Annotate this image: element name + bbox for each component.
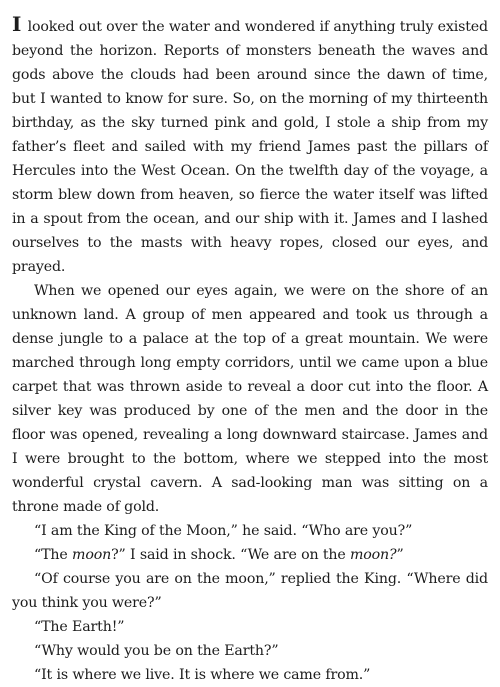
dialogue-shock-emphasis: moon?	[349, 547, 397, 563]
paragraph-voyage-text: looked out over the water and wondered if anything truly existed beyond the horizon. Reports of monsters beneath the waves and gods above the clouds had been around since the dawn of time, but I wanted to know for sure. So, on the morning of my thirteenth birthday, as the sky turned pink and gold, I stole a ship from my father’s fleet and sailed with my friend James past the pillars of Hercules into the West Ocean. On the twelfth day of the voyage, a storm blew down from heaven, so fierce the water itself was lifted in a spout from the ocean, and our ship with it. James and I lashed ourselves to the masts with heavy ropes, closed our eyes, and prayed.	[12, 19, 488, 275]
dialogue-shock-part: “The	[34, 547, 73, 563]
dialogue-king-intro: “I am the King of the Moon,” he said. “Who are you?”	[34, 523, 413, 539]
dialogue-shock-part: ?” I said in shock. “We are on the	[111, 547, 350, 563]
dialogue-shock	[12, 543, 488, 567]
story-page	[12, 14, 488, 687]
dialogue-shock-emphasis: moon	[72, 547, 112, 563]
dialogue-shock-part: ”	[396, 547, 404, 563]
dialogue-earth: “The Earth!”	[34, 619, 125, 635]
paragraph-arrival: When we opened our eyes again, we were on the shore of an unknown land. A group of men appeared and took us through a dense jungle to a palace at the top of a great mountain. We were marched through long empty corridors, until we came upon a blue carpet that was thrown aside to reveal a door cut into the floor. A silver key was produced by one of the men and the door in the floor was opened, revealing a long downward staircase. James and I were brought to the bottom, where we stepped into the most wonderful crystal cavern. A sad-looking man was sitting on a throne made of gold.	[12, 283, 488, 515]
dialogue-why-earth: “Why would you be on the Earth?”	[34, 643, 279, 659]
drop-cap: I	[12, 12, 22, 36]
dialogue-king-reply: “Of course you are on the moon,” replied the King. “Where did you think you were?”	[12, 571, 488, 611]
dialogue-where-we-live: “It is where we live. It is where we came from.”	[34, 667, 371, 683]
paragraph-voyage	[12, 14, 488, 279]
